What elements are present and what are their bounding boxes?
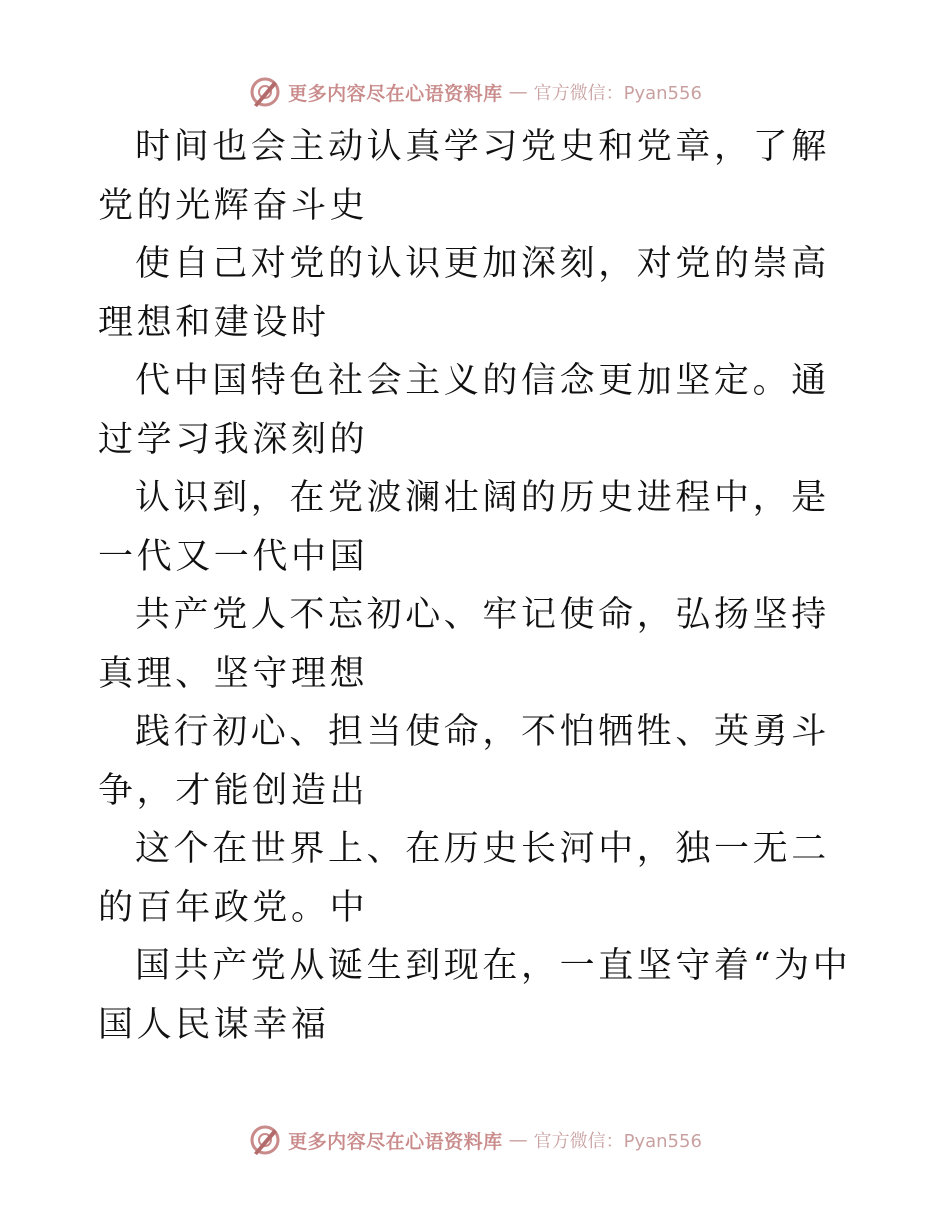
header-official-account: 官方微信：Pyan556 [533, 83, 702, 104]
footer-separator: — [508, 1129, 528, 1151]
paragraph-4: 认识到，在党波澜壮阔的历史进程中，是一代又一代中国 [98, 478, 830, 577]
brush-circle-logo-icon [248, 1123, 282, 1157]
document-body [98, 118, 858, 1054]
brush-circle-logo-icon [248, 75, 282, 109]
footer-watermark [0, 1120, 950, 1160]
paragraph-7: 这个在世界上、在历史长河中，独一无二的百年政党。中 [98, 829, 830, 928]
footer-brand-text: 更多内容尽在心语资料库 [288, 1130, 503, 1153]
header-watermark [0, 72, 950, 112]
paragraph-5: 共产党人不忘初心、牢记使命，弘扬坚持真理、坚守理想 [98, 595, 830, 694]
paragraph-3: 代中国特色社会主义的信念更加坚定。通过学习我深刻的 [98, 361, 830, 460]
paragraph-8: 国共产党从诞生到现在，一直坚守着“为中国人民谋幸福 [98, 946, 852, 1045]
paragraph-6: 践行初心、担当使命，不怕牺牲、英勇斗争，才能创造出 [98, 712, 830, 811]
header-separator: — [508, 81, 528, 103]
footer-official-account: 官方微信：Pyan556 [533, 1131, 702, 1152]
paragraph-2: 使自己对党的认识更加深刻，对党的崇高理想和建设时 [98, 244, 830, 343]
paragraph-1: 时间也会主动认真学习党史和党章，了解党的光辉奋斗史 [98, 127, 830, 226]
header-brand-text: 更多内容尽在心语资料库 [288, 82, 503, 105]
